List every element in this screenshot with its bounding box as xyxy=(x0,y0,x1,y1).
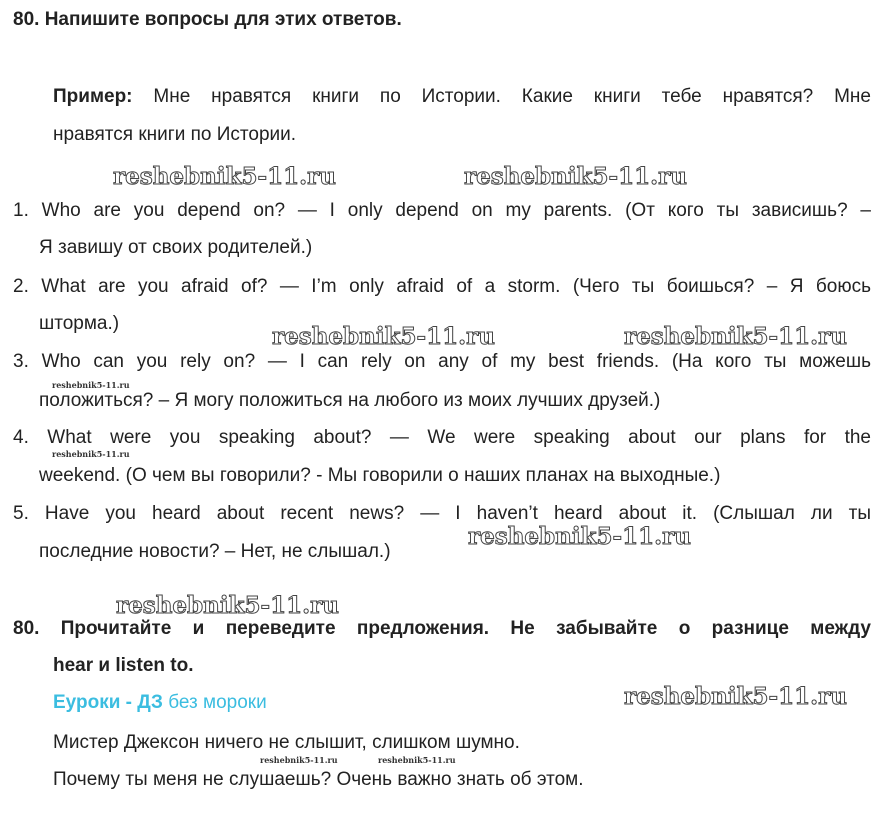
answer-3-line-1: 3. Who can you rely on? — I can rely on any of my best friends. (На кого ты можешь xyxy=(13,351,871,372)
watermark-small: reshebnik5-11.ru xyxy=(378,755,456,765)
watermark-small: reshebnik5-11.ru xyxy=(52,380,130,390)
answer-2-line-2: шторма.) xyxy=(39,313,120,334)
brand-bold: Еуроки - ДЗ xyxy=(53,692,163,713)
sentence-2: Почему ты меня не слушаешь? Очень важно знать об этом. xyxy=(53,769,584,790)
watermark: reshebnik5-11.ru xyxy=(272,323,495,350)
watermark: reshebnik5-11.ru xyxy=(624,683,847,710)
answer-4-line-2: weekend. (О чем вы говорили? - Мы говорили о наших планах на выходные.) xyxy=(39,465,721,486)
example-line-2: нравятся книги по Истории. xyxy=(53,124,297,145)
watermark: reshebnik5-11.ru xyxy=(116,592,339,619)
watermark: reshebnik5-11.ru xyxy=(468,523,691,550)
answer-5-line-1: 5. Have you heard about recent news? — I haven’t heard about it. (Слышал ли ты xyxy=(13,503,871,524)
watermark-small: reshebnik5-11.ru xyxy=(52,449,130,459)
example-label: Пример: xyxy=(53,86,133,107)
example-line-1 xyxy=(53,86,871,108)
exercise-heading: 80. Напишите вопросы для этих ответов. xyxy=(13,9,402,30)
brand-rest: без мороки xyxy=(162,692,267,713)
watermark-small: reshebnik5-11.ru xyxy=(260,755,338,765)
answer-3-line-2: положиться? – Я могу положиться на любого из моих лучших друзей.) xyxy=(39,390,661,411)
answer-2-line-1: 2. What are you afraid of? — I’m only afraid of a storm. (Чего ты боишься? – Я боюсь xyxy=(13,276,871,297)
exercise-2-heading-line-1: 80. Прочитайте и переведите предложения. Не забывайте о разнице между xyxy=(13,618,871,639)
brand-link[interactable] xyxy=(53,692,267,714)
answer-1-line-1: 1. Who are you depend on? — I only depend on my parents. (От кого ты зависишь? – xyxy=(13,200,871,221)
exercise-2-heading-line-2: hear и listen to. xyxy=(53,655,194,676)
example-text: Мне нравятся книги по Истории. Какие книги тебе нравятся? Мне xyxy=(132,86,871,107)
answer-1-line-2: Я завишу от своих родителей.) xyxy=(39,237,313,258)
watermark: reshebnik5-11.ru xyxy=(464,163,687,190)
answer-5-line-2: последние новости? – Нет, не слышал.) xyxy=(39,541,391,562)
watermark: reshebnik5-11.ru xyxy=(624,323,847,350)
answer-4-line-1: 4. What were you speaking about? — We were speaking about our plans for the xyxy=(13,427,871,448)
sentence-1: Мистер Джексон ничего не слышит, слишком шумно. xyxy=(53,732,520,753)
watermark: reshebnik5-11.ru xyxy=(113,163,336,190)
